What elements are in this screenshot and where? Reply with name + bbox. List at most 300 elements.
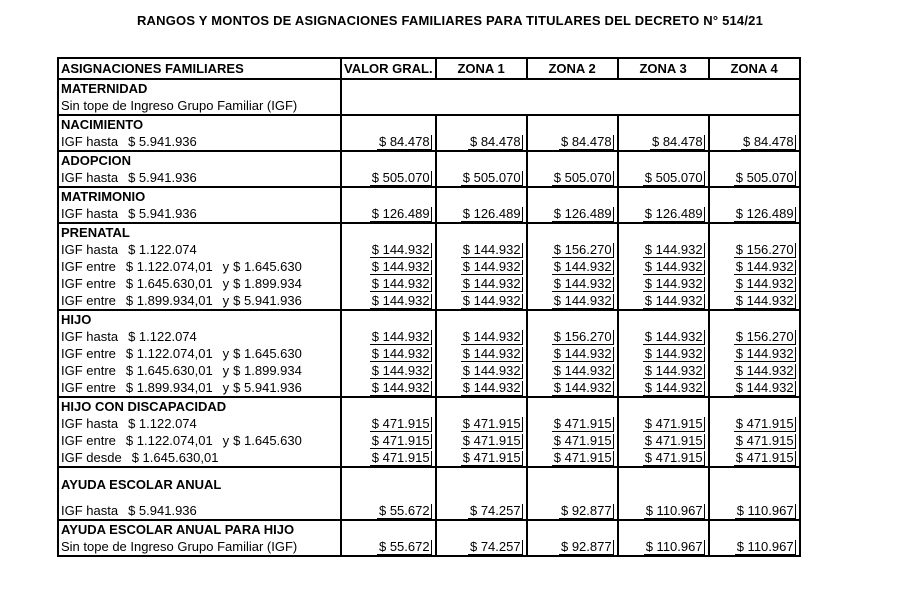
group-header-row bbox=[58, 151, 800, 169]
empty-cell bbox=[527, 115, 618, 133]
amount-value: $ 471.915 bbox=[735, 416, 794, 431]
amount-value: $ 471.915 bbox=[553, 433, 612, 448]
row-label-cell bbox=[58, 292, 341, 310]
amount-value: $ 144.932 bbox=[371, 363, 430, 378]
amount-value: $ 126.489 bbox=[462, 206, 521, 221]
group-header-row bbox=[58, 520, 800, 538]
row-label: IGF entre bbox=[61, 363, 116, 378]
amount-value: $ 92.877 bbox=[560, 539, 612, 554]
amount-value: $ 144.932 bbox=[644, 276, 703, 291]
empty-cell bbox=[709, 467, 800, 502]
amount-cell bbox=[527, 362, 618, 379]
header-zona-4: ZONA 4 bbox=[709, 58, 800, 79]
row-label: Sin tope de Ingreso Grupo Familiar (IGF) bbox=[61, 539, 298, 554]
amount-cell bbox=[618, 169, 709, 187]
empty-cell bbox=[618, 223, 709, 241]
amount-value: $ 144.932 bbox=[371, 276, 430, 291]
group-header-row bbox=[58, 79, 800, 97]
income-to: $ 1.899.934 bbox=[233, 276, 302, 291]
amount-cell bbox=[341, 169, 436, 187]
amount-cell bbox=[618, 292, 709, 310]
table-row bbox=[58, 97, 800, 115]
amount-cell bbox=[436, 362, 527, 379]
amount-value: $ 110.967 bbox=[645, 539, 703, 554]
amount-cell bbox=[436, 169, 527, 187]
amount-cell bbox=[709, 275, 800, 292]
amount-cell bbox=[618, 275, 709, 292]
range-connector: y bbox=[222, 346, 230, 361]
row-label: IGF hasta bbox=[61, 416, 119, 431]
row-label: IGF entre bbox=[61, 433, 116, 448]
amount-cell bbox=[527, 258, 618, 275]
empty-cell bbox=[341, 310, 436, 328]
amount-cell bbox=[709, 379, 800, 397]
empty-cell bbox=[618, 115, 709, 133]
row-label: IGF hasta bbox=[61, 170, 119, 185]
amount-cell bbox=[527, 415, 618, 432]
table-row bbox=[58, 362, 800, 379]
amount-value: $ 144.932 bbox=[553, 293, 612, 308]
amount-value: $ 471.915 bbox=[553, 450, 612, 465]
table-row bbox=[58, 432, 800, 449]
group-name: MATRIMONIO bbox=[58, 187, 341, 205]
amount-cell bbox=[618, 362, 709, 379]
amount-cell bbox=[527, 449, 618, 467]
row-label: IGF entre bbox=[61, 346, 116, 361]
amount-cell bbox=[436, 415, 527, 432]
range-connector: y bbox=[222, 380, 230, 395]
amount-cell bbox=[527, 241, 618, 258]
amount-cell bbox=[436, 432, 527, 449]
empty-cell bbox=[709, 223, 800, 241]
amount-cell bbox=[527, 379, 618, 397]
row-label-cell bbox=[58, 379, 341, 397]
row-label: IGF entre bbox=[61, 276, 116, 291]
row-label-cell bbox=[58, 169, 341, 187]
empty-cell bbox=[341, 397, 436, 415]
amount-cell bbox=[709, 502, 800, 520]
amount-value: $ 144.932 bbox=[644, 259, 703, 274]
amount-value: $ 84.478 bbox=[742, 134, 794, 149]
row-label: IGF hasta bbox=[61, 134, 119, 149]
row-label-cell bbox=[58, 97, 341, 115]
amount-cell bbox=[341, 275, 436, 292]
amount-cell bbox=[618, 328, 709, 345]
group-name: HIJO CON DISCAPACIDAD bbox=[58, 397, 341, 415]
row-label: IGF hasta bbox=[61, 503, 119, 518]
empty-cell bbox=[436, 223, 527, 241]
table-row bbox=[58, 415, 800, 432]
amount-value: $ 156.270 bbox=[553, 329, 612, 344]
empty-cell bbox=[618, 151, 709, 169]
amount-cell bbox=[618, 205, 709, 223]
empty-cell bbox=[527, 467, 618, 502]
header-zona-2: ZONA 2 bbox=[527, 58, 618, 79]
amount-value: $ 471.915 bbox=[462, 416, 521, 431]
row-label: Sin tope de Ingreso Grupo Familiar (IGF) bbox=[61, 98, 298, 113]
amount-value: $ 126.489 bbox=[553, 206, 612, 221]
amount-value: $ 144.932 bbox=[462, 363, 521, 378]
amount-value: $ 505.070 bbox=[553, 170, 612, 185]
group-header-row bbox=[58, 187, 800, 205]
row-label-cell bbox=[58, 432, 341, 449]
empty-cell bbox=[709, 115, 800, 133]
group-name: AYUDA ESCOLAR ANUAL PARA HIJO bbox=[58, 520, 341, 538]
empty-cell bbox=[436, 115, 527, 133]
amount-value: $ 144.932 bbox=[462, 293, 521, 308]
empty-cell bbox=[341, 187, 436, 205]
amount-value: $ 144.932 bbox=[462, 346, 521, 361]
group-name: AYUDA ESCOLAR ANUAL bbox=[58, 467, 341, 502]
amount-cell bbox=[436, 538, 527, 556]
row-label-cell bbox=[58, 362, 341, 379]
amount-cell bbox=[341, 449, 436, 467]
amount-value: $ 144.932 bbox=[644, 363, 703, 378]
empty-cell bbox=[341, 79, 800, 97]
amount-cell bbox=[436, 292, 527, 310]
amount-cell bbox=[436, 133, 527, 151]
group-header-row bbox=[58, 223, 800, 241]
amount-value: $ 144.932 bbox=[644, 346, 703, 361]
amount-value: $ 144.932 bbox=[371, 329, 430, 344]
amount-cell bbox=[527, 345, 618, 362]
row-label-cell bbox=[58, 275, 341, 292]
group-name: NACIMIENTO bbox=[58, 115, 341, 133]
amount-value: $ 74.257 bbox=[469, 503, 521, 518]
amount-value: $ 144.932 bbox=[644, 380, 703, 395]
amount-cell bbox=[618, 502, 709, 520]
amount-value: $ 471.915 bbox=[371, 416, 430, 431]
row-label-cell bbox=[58, 241, 341, 258]
row-label-cell bbox=[58, 415, 341, 432]
amount-cell bbox=[709, 258, 800, 275]
amount-cell bbox=[709, 169, 800, 187]
amount-value: $ 144.932 bbox=[735, 276, 794, 291]
empty-cell bbox=[436, 520, 527, 538]
amount-value: $ 144.932 bbox=[553, 276, 612, 291]
group-header-row bbox=[58, 310, 800, 328]
amount-value: $ 505.070 bbox=[371, 170, 430, 185]
amount-value: $ 144.932 bbox=[735, 363, 794, 378]
amount-cell bbox=[527, 328, 618, 345]
range-connector: y bbox=[222, 363, 230, 378]
amount-cell bbox=[341, 415, 436, 432]
income-from: $ 1.122.074 bbox=[128, 329, 197, 344]
empty-cell bbox=[341, 520, 436, 538]
amount-cell bbox=[436, 502, 527, 520]
header-asignaciones: ASIGNACIONES FAMILIARES bbox=[58, 58, 341, 79]
amount-value: $ 110.967 bbox=[736, 539, 794, 554]
table-row bbox=[58, 275, 800, 292]
amount-value: $ 110.967 bbox=[645, 503, 703, 518]
empty-cell bbox=[527, 187, 618, 205]
row-label: IGF entre bbox=[61, 293, 116, 308]
amount-value: $ 505.070 bbox=[462, 170, 521, 185]
income-from: $ 5.941.936 bbox=[128, 206, 197, 221]
amount-value: $ 471.915 bbox=[371, 450, 430, 465]
row-label: IGF entre bbox=[61, 380, 116, 395]
amount-value: $ 471.915 bbox=[644, 416, 703, 431]
group-header-row bbox=[58, 115, 800, 133]
document-title: RANGOS Y MONTOS DE ASIGNACIONES FAMILIARES PARA TITULARES DEL DECRETO N° 514/21 bbox=[136, 13, 764, 28]
amount-cell bbox=[341, 241, 436, 258]
amount-value: $ 84.478 bbox=[651, 134, 703, 149]
range-connector: y bbox=[222, 433, 230, 448]
income-from: $ 1.645.630,01 bbox=[125, 276, 213, 291]
income-to: $ 1.645.630 bbox=[233, 433, 302, 448]
amount-value: $ 110.967 bbox=[736, 503, 794, 518]
income-to: $ 5.941.936 bbox=[233, 293, 302, 308]
empty-cell bbox=[527, 151, 618, 169]
amount-cell bbox=[709, 345, 800, 362]
amount-value: $ 156.270 bbox=[553, 242, 612, 257]
range-connector: y bbox=[222, 259, 230, 274]
empty-cell bbox=[618, 310, 709, 328]
empty-cell bbox=[709, 151, 800, 169]
empty-cell bbox=[527, 223, 618, 241]
amount-cell bbox=[341, 379, 436, 397]
amount-cell bbox=[341, 258, 436, 275]
amount-cell bbox=[341, 362, 436, 379]
empty-cell bbox=[527, 520, 618, 538]
header-zona-1: ZONA 1 bbox=[436, 58, 527, 79]
amount-cell bbox=[618, 538, 709, 556]
amount-cell bbox=[436, 275, 527, 292]
income-from: $ 1.899.934,01 bbox=[125, 380, 213, 395]
amount-cell bbox=[341, 502, 436, 520]
row-label-cell bbox=[58, 205, 341, 223]
empty-cell bbox=[341, 97, 800, 115]
income-from: $ 1.645.630,01 bbox=[125, 363, 213, 378]
empty-cell bbox=[341, 467, 436, 502]
table-row bbox=[58, 502, 800, 520]
row-label-cell bbox=[58, 258, 341, 275]
row-label-cell bbox=[58, 502, 341, 520]
amount-value: $ 156.270 bbox=[735, 329, 794, 344]
empty-cell bbox=[527, 397, 618, 415]
amount-value: $ 144.932 bbox=[371, 293, 430, 308]
table-row bbox=[58, 379, 800, 397]
amount-value: $ 471.915 bbox=[644, 450, 703, 465]
table-row bbox=[58, 328, 800, 345]
empty-cell bbox=[436, 310, 527, 328]
amount-cell bbox=[709, 241, 800, 258]
row-label-cell bbox=[58, 133, 341, 151]
amount-cell bbox=[341, 292, 436, 310]
table-row bbox=[58, 205, 800, 223]
table-row bbox=[58, 292, 800, 310]
amount-value: $ 144.932 bbox=[371, 346, 430, 361]
income-from: $ 1.899.934,01 bbox=[125, 293, 213, 308]
amount-value: $ 144.932 bbox=[735, 346, 794, 361]
amount-cell bbox=[709, 538, 800, 556]
amount-value: $ 55.672 bbox=[378, 503, 430, 518]
amount-cell bbox=[527, 169, 618, 187]
amount-cell bbox=[341, 538, 436, 556]
amount-value: $ 144.932 bbox=[553, 363, 612, 378]
table-row bbox=[58, 241, 800, 258]
amount-cell bbox=[618, 415, 709, 432]
amount-cell bbox=[436, 258, 527, 275]
group-name: ADOPCION bbox=[58, 151, 341, 169]
group-name: PRENATAL bbox=[58, 223, 341, 241]
allowances-table bbox=[57, 57, 801, 557]
amount-cell bbox=[709, 133, 800, 151]
empty-cell bbox=[618, 187, 709, 205]
amount-value: $ 144.932 bbox=[462, 276, 521, 291]
amount-cell bbox=[341, 345, 436, 362]
amount-cell bbox=[436, 328, 527, 345]
table-row bbox=[58, 133, 800, 151]
income-to: $ 5.941.936 bbox=[233, 380, 302, 395]
header-zona-3: ZONA 3 bbox=[618, 58, 709, 79]
amount-cell bbox=[341, 205, 436, 223]
amount-cell bbox=[527, 205, 618, 223]
group-name: HIJO bbox=[58, 310, 341, 328]
amount-value: $ 144.932 bbox=[735, 293, 794, 308]
amount-cell bbox=[527, 538, 618, 556]
group-name: MATERNIDAD bbox=[58, 79, 341, 97]
amount-cell bbox=[341, 432, 436, 449]
amount-cell bbox=[709, 415, 800, 432]
empty-cell bbox=[709, 520, 800, 538]
amount-value: $ 505.070 bbox=[735, 170, 794, 185]
empty-cell bbox=[527, 310, 618, 328]
income-from: $ 1.122.074,01 bbox=[125, 259, 213, 274]
empty-cell bbox=[436, 397, 527, 415]
amount-cell bbox=[436, 345, 527, 362]
amount-cell bbox=[436, 379, 527, 397]
table-row bbox=[58, 538, 800, 556]
table-row bbox=[58, 345, 800, 362]
amount-value: $ 144.932 bbox=[553, 380, 612, 395]
row-label: IGF hasta bbox=[61, 242, 119, 257]
group-header-row bbox=[58, 397, 800, 415]
income-from: $ 5.941.936 bbox=[128, 134, 197, 149]
amount-value: $ 471.915 bbox=[644, 433, 703, 448]
amount-value: $ 92.877 bbox=[560, 503, 612, 518]
empty-cell bbox=[618, 520, 709, 538]
empty-cell bbox=[341, 151, 436, 169]
amount-cell bbox=[709, 432, 800, 449]
amount-cell bbox=[527, 502, 618, 520]
amount-cell bbox=[527, 133, 618, 151]
amount-cell bbox=[436, 205, 527, 223]
amount-value: $ 144.932 bbox=[644, 329, 703, 344]
empty-cell bbox=[436, 467, 527, 502]
amount-value: $ 471.915 bbox=[371, 433, 430, 448]
amount-cell bbox=[618, 241, 709, 258]
amount-value: $ 126.489 bbox=[644, 206, 703, 221]
row-label: IGF hasta bbox=[61, 206, 119, 221]
amount-cell bbox=[618, 432, 709, 449]
amount-value: $ 144.932 bbox=[462, 259, 521, 274]
amount-value: $ 471.915 bbox=[735, 450, 794, 465]
amount-value: $ 144.932 bbox=[371, 259, 430, 274]
amount-value: $ 505.070 bbox=[644, 170, 703, 185]
amount-value: $ 471.915 bbox=[735, 433, 794, 448]
amount-value: $ 84.478 bbox=[560, 134, 612, 149]
amount-value: $ 84.478 bbox=[378, 134, 430, 149]
row-label-cell bbox=[58, 328, 341, 345]
empty-cell bbox=[618, 467, 709, 502]
amount-cell bbox=[618, 379, 709, 397]
income-to: $ 1.645.630 bbox=[233, 346, 302, 361]
amount-cell bbox=[527, 292, 618, 310]
income-from: $ 1.122.074 bbox=[128, 416, 197, 431]
empty-cell bbox=[709, 397, 800, 415]
row-label: IGF hasta bbox=[61, 329, 119, 344]
amount-value: $ 144.932 bbox=[735, 380, 794, 395]
amount-value: $ 144.932 bbox=[735, 259, 794, 274]
amount-cell bbox=[527, 432, 618, 449]
range-connector: y bbox=[222, 293, 230, 308]
amount-cell bbox=[618, 133, 709, 151]
amount-cell bbox=[709, 205, 800, 223]
amount-value: $ 144.932 bbox=[553, 259, 612, 274]
header-valor-gral: VALOR GRAL. bbox=[341, 58, 436, 79]
row-label: IGF desde bbox=[61, 450, 122, 465]
table-row bbox=[58, 449, 800, 467]
amount-cell bbox=[618, 258, 709, 275]
income-from: $ 5.941.936 bbox=[128, 503, 197, 518]
amount-cell bbox=[709, 449, 800, 467]
amount-cell bbox=[618, 345, 709, 362]
amount-value: $ 144.932 bbox=[644, 242, 703, 257]
amount-cell bbox=[341, 133, 436, 151]
empty-cell bbox=[341, 223, 436, 241]
empty-cell bbox=[436, 187, 527, 205]
amount-value: $ 144.932 bbox=[371, 242, 430, 257]
row-label: IGF entre bbox=[61, 259, 116, 274]
amount-value: $ 126.489 bbox=[371, 206, 430, 221]
amount-cell bbox=[709, 328, 800, 345]
amount-value: $ 156.270 bbox=[735, 242, 794, 257]
income-to: $ 1.645.630 bbox=[233, 259, 302, 274]
amount-value: $ 144.932 bbox=[462, 380, 521, 395]
table-body bbox=[58, 79, 800, 556]
group-header-row bbox=[58, 467, 800, 502]
amount-cell bbox=[618, 449, 709, 467]
income-from: $ 1.122.074 bbox=[128, 242, 197, 257]
amount-cell bbox=[709, 292, 800, 310]
amount-value: $ 144.932 bbox=[553, 346, 612, 361]
amount-value: $ 471.915 bbox=[462, 433, 521, 448]
amount-cell bbox=[436, 449, 527, 467]
empty-cell bbox=[436, 151, 527, 169]
amount-value: $ 471.915 bbox=[553, 416, 612, 431]
row-label-cell bbox=[58, 538, 341, 556]
empty-cell bbox=[709, 310, 800, 328]
amount-value: $ 74.257 bbox=[469, 539, 521, 554]
amount-value: $ 84.478 bbox=[469, 134, 521, 149]
empty-cell bbox=[341, 115, 436, 133]
amount-cell bbox=[341, 328, 436, 345]
amount-cell bbox=[527, 275, 618, 292]
table-row bbox=[58, 258, 800, 275]
empty-cell bbox=[709, 187, 800, 205]
amount-value: $ 144.932 bbox=[462, 329, 521, 344]
income-to: $ 1.899.934 bbox=[233, 363, 302, 378]
income-from: $ 5.941.936 bbox=[128, 170, 197, 185]
income-from: $ 1.122.074,01 bbox=[125, 346, 213, 361]
income-from: $ 1.645.630,01 bbox=[131, 450, 219, 465]
amount-value: $ 471.915 bbox=[462, 450, 521, 465]
row-label-cell bbox=[58, 345, 341, 362]
amount-value: $ 126.489 bbox=[735, 206, 794, 221]
table-row bbox=[58, 169, 800, 187]
income-from: $ 1.122.074,01 bbox=[125, 433, 213, 448]
